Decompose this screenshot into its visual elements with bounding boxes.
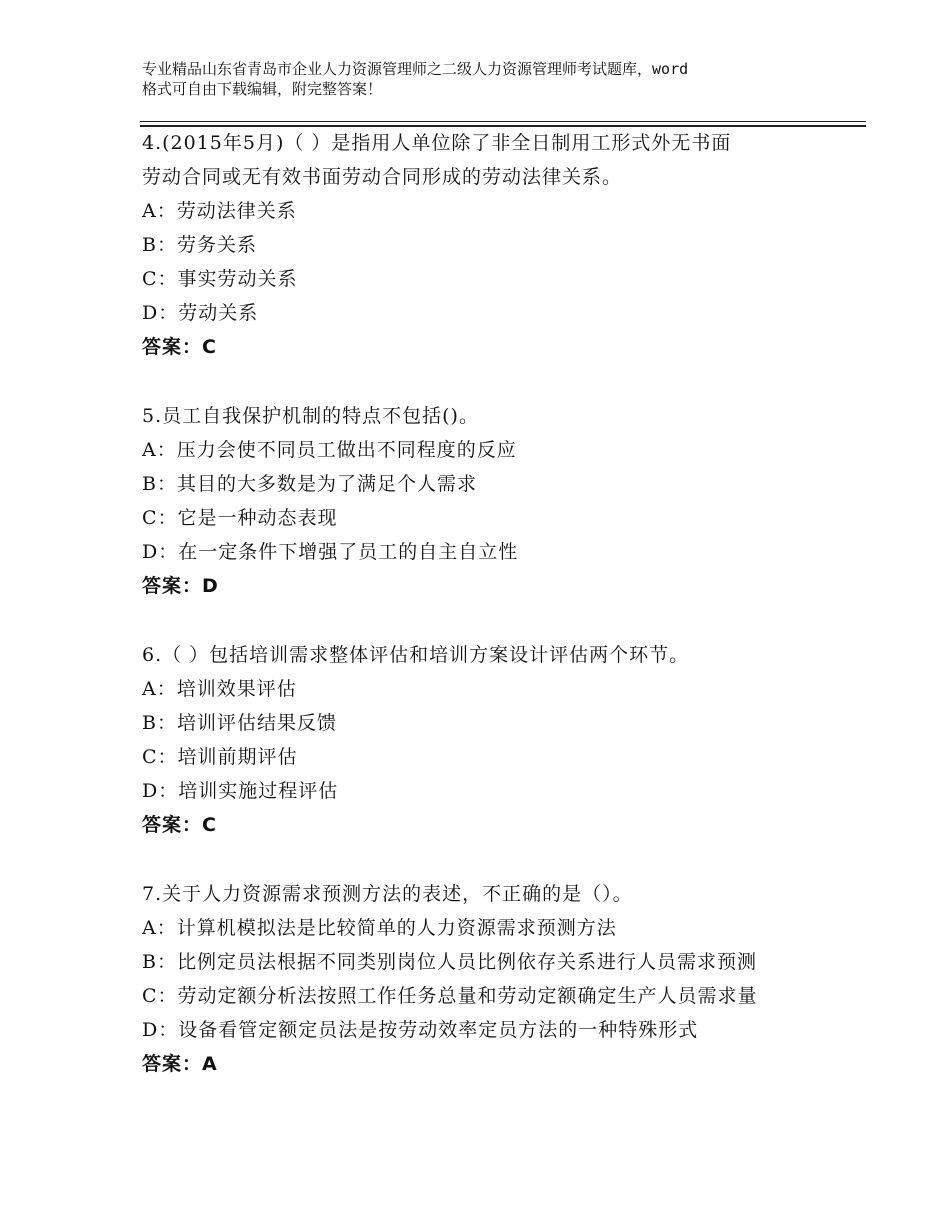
option-b: B：其目的大多数是为了满足个人需求	[142, 473, 477, 495]
option-d: D：劳动关系	[142, 302, 259, 324]
question-7	[142, 877, 822, 1081]
header-line-1: 专业精品山东省青岛市企业人力资源管理师之二级人力资源管理师考试题库，word	[142, 60, 689, 78]
header-line-2: 格式可自由下载编辑，附完整答案！	[142, 80, 383, 98]
question-stem: 5.员工自我保护机制的特点不包括()。	[142, 405, 479, 427]
option-b: B：培训评估结果反馈	[142, 712, 337, 734]
question-5	[142, 399, 822, 603]
option-b: B：比例定员法根据不同类别岗位人员比例依存关系进行人员需求预测	[142, 951, 757, 973]
option-a: A：计算机模拟法是比较简单的人力资源需求预测方法	[142, 917, 617, 939]
option-d: D：在一定条件下增强了员工的自主自立性	[142, 541, 519, 563]
option-a: A：劳动法律关系	[142, 200, 297, 222]
header-rule-thin	[140, 121, 866, 122]
answer: 答案：C	[142, 814, 217, 836]
option-d: D：设备看管定额定员法是按劳动效率定员方法的一种特殊形式	[142, 1019, 699, 1041]
question-stem: 7.关于人力资源需求预测方法的表述，不正确的是（）。	[142, 883, 633, 905]
option-d: D：培训实施过程评估	[142, 780, 339, 802]
question-stem: 6.（ ）包括培训需求整体评估和培训方案设计评估两个环节。	[142, 644, 690, 666]
question-4	[142, 126, 822, 364]
option-a: A：压力会使不同员工做出不同程度的反应	[142, 439, 517, 461]
option-c: C：劳动定额分析法按照工作任务总量和劳动定额确定生产人员需求量	[142, 985, 758, 1007]
document-header	[142, 59, 842, 99]
question-stem: 劳动合同或无有效书面劳动合同形成的劳动法律关系。	[142, 166, 623, 188]
option-c: C：培训前期评估	[142, 746, 298, 768]
option-b: B：劳务关系	[142, 234, 257, 256]
question-stem: 4.(2015年5月)（ ）是指用人单位除了非全日制用工形式外无书面	[142, 132, 732, 154]
option-c: C：它是一种动态表现	[142, 507, 338, 529]
question-6	[142, 638, 822, 842]
option-c: C：事实劳动关系	[142, 268, 298, 290]
answer: 答案：D	[142, 575, 219, 597]
option-a: A：培训效果评估	[142, 678, 297, 700]
answer: 答案：C	[142, 336, 217, 358]
answer: 答案：A	[142, 1053, 218, 1075]
